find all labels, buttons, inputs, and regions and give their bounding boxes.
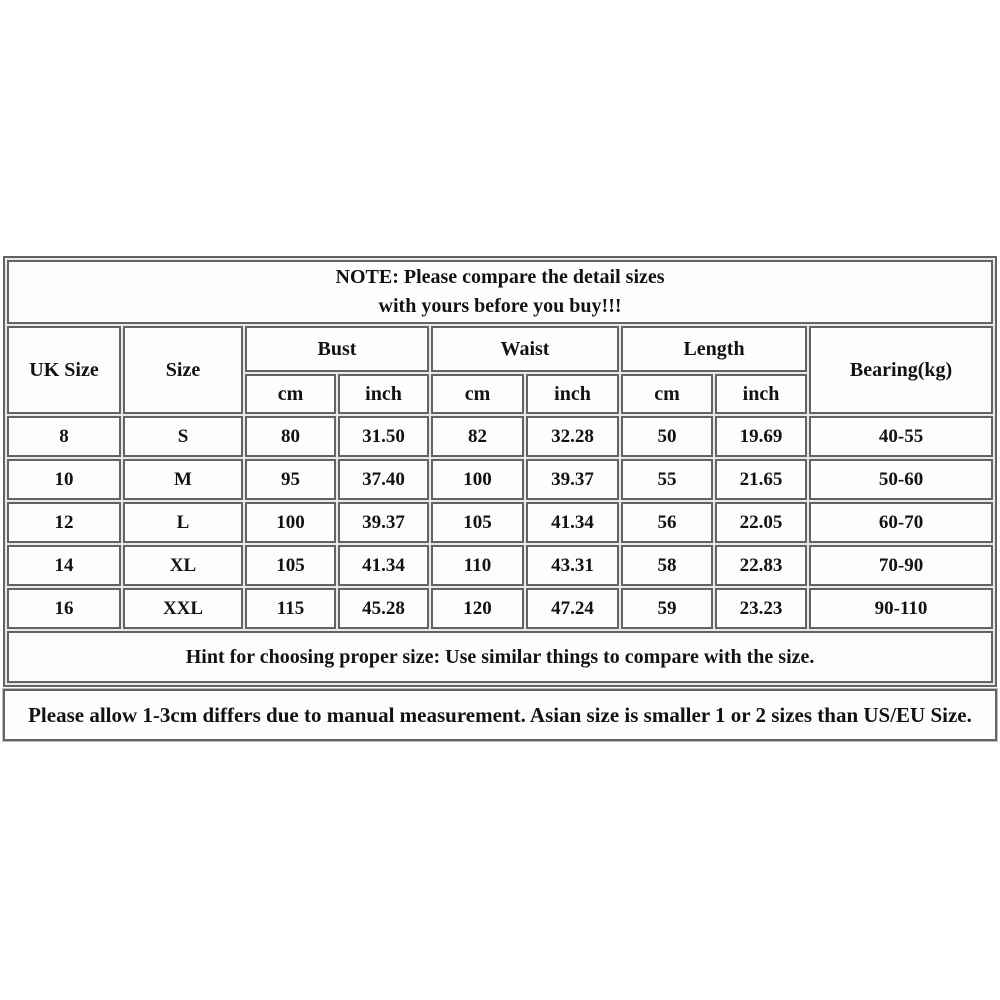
cell-length-inch: 21.65 bbox=[715, 459, 807, 500]
cell-uk-size: 14 bbox=[7, 545, 121, 586]
cell-bust-inch: 39.37 bbox=[338, 502, 429, 543]
cell-size: M bbox=[123, 459, 243, 500]
cell-bearing: 70-90 bbox=[809, 545, 993, 586]
cell-bearing: 50-60 bbox=[809, 459, 993, 500]
cell-length-inch: 22.83 bbox=[715, 545, 807, 586]
cell-bust-cm: 105 bbox=[245, 545, 336, 586]
size-row-s bbox=[7, 416, 993, 457]
cell-bust-inch: 37.40 bbox=[338, 459, 429, 500]
size-row-m bbox=[7, 459, 993, 500]
cell-waist-cm: 100 bbox=[431, 459, 524, 500]
note-line-1: NOTE: Please compare the detail sizes bbox=[335, 266, 665, 288]
cell-bust-cm: 95 bbox=[245, 459, 336, 500]
header-row-groups bbox=[7, 326, 993, 372]
cell-waist-cm: 110 bbox=[431, 545, 524, 586]
header-length-cm: cm bbox=[621, 374, 713, 414]
cell-waist-inch: 41.34 bbox=[526, 502, 619, 543]
header-uk-size: UK Size bbox=[7, 326, 121, 414]
header-size: Size bbox=[123, 326, 243, 414]
cell-bust-inch: 31.50 bbox=[338, 416, 429, 457]
header-bust-cm: cm bbox=[245, 374, 336, 414]
cell-uk-size: 16 bbox=[7, 588, 121, 629]
cell-bearing: 90-110 bbox=[809, 588, 993, 629]
header-waist-inch: inch bbox=[526, 374, 619, 414]
hint-text: Hint for choosing proper size: Use similar things to compare with the size. bbox=[7, 631, 993, 683]
cell-length-inch: 22.05 bbox=[715, 502, 807, 543]
cell-uk-size: 10 bbox=[7, 459, 121, 500]
cell-size: XXL bbox=[123, 588, 243, 629]
cell-bearing: 40-55 bbox=[809, 416, 993, 457]
header-waist: Waist bbox=[431, 326, 619, 372]
cell-waist-inch: 39.37 bbox=[526, 459, 619, 500]
note-row bbox=[7, 260, 993, 324]
cell-uk-size: 8 bbox=[7, 416, 121, 457]
cell-waist-cm: 82 bbox=[431, 416, 524, 457]
cell-length-cm: 56 bbox=[621, 502, 713, 543]
size-row-xxl bbox=[7, 588, 993, 629]
cell-waist-inch: 43.31 bbox=[526, 545, 619, 586]
cell-waist-inch: 32.28 bbox=[526, 416, 619, 457]
cell-bust-cm: 100 bbox=[245, 502, 336, 543]
header-length-inch: inch bbox=[715, 374, 807, 414]
cell-length-cm: 58 bbox=[621, 545, 713, 586]
cell-length-inch: 19.69 bbox=[715, 416, 807, 457]
header-bust: Bust bbox=[245, 326, 429, 372]
header-bearing: Bearing(kg) bbox=[809, 326, 993, 414]
cell-bust-cm: 115 bbox=[245, 588, 336, 629]
cell-size: XL bbox=[123, 545, 243, 586]
size-row-xl bbox=[7, 545, 993, 586]
size-chart-table bbox=[3, 256, 997, 687]
header-length: Length bbox=[621, 326, 807, 372]
cell-size: L bbox=[123, 502, 243, 543]
hint-row bbox=[7, 631, 993, 683]
note-line-2: with yours before you buy!!! bbox=[378, 295, 622, 317]
cell-length-cm: 50 bbox=[621, 416, 713, 457]
cell-bearing: 60-70 bbox=[809, 502, 993, 543]
cell-size: S bbox=[123, 416, 243, 457]
disclaimer-box bbox=[3, 689, 997, 741]
cell-length-inch: 23.23 bbox=[715, 588, 807, 629]
cell-waist-inch: 47.24 bbox=[526, 588, 619, 629]
cell-bust-inch: 41.34 bbox=[338, 545, 429, 586]
cell-waist-cm: 105 bbox=[431, 502, 524, 543]
cell-length-cm: 55 bbox=[621, 459, 713, 500]
size-chart bbox=[3, 256, 997, 741]
cell-waist-cm: 120 bbox=[431, 588, 524, 629]
header-bust-inch: inch bbox=[338, 374, 429, 414]
header-waist-cm: cm bbox=[431, 374, 524, 414]
cell-bust-inch: 45.28 bbox=[338, 588, 429, 629]
cell-bust-cm: 80 bbox=[245, 416, 336, 457]
disclaimer-text: Please allow 1-3cm differs due to manual measurement. Asian size is smaller 1 or 2 sizes than US/EU Size. bbox=[3, 689, 997, 741]
size-row-l bbox=[7, 502, 993, 543]
cell-length-cm: 59 bbox=[621, 588, 713, 629]
note-cell bbox=[7, 260, 993, 324]
cell-uk-size: 12 bbox=[7, 502, 121, 543]
